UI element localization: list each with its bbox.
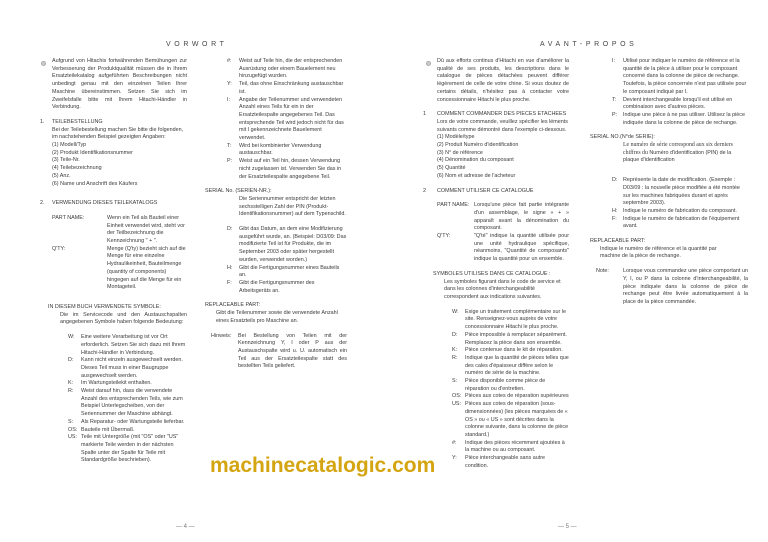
list-item: (3) Teile-Nr.	[52, 157, 80, 164]
symbol-hash	[227, 58, 347, 81]
symbol-label: I:	[612, 58, 615, 64]
symbol-text: Weist darauf hin, dass die verwendete Anzahl des entsprechenden Teils, wie zum Beispiel Unterlegscheiben, von der Seriennummer der Maschine abhängt.	[81, 388, 183, 418]
symbols-title: IN DIESEM BUCH VERWENDETE SYMBOLE:	[48, 303, 161, 310]
definition-text: Wenn ein Teil als Bauteil einer Einheit verwendet wird, steht vor der Teilbezeichnung die Kennzeichnung " + ".	[107, 214, 185, 245]
serial-text	[590, 142, 733, 165]
symbol-label: P:	[227, 158, 233, 165]
symbol-label: US:	[68, 434, 77, 441]
serial-text: Die Seriennummer entspricht der letzten sechsstelligen Zahl der PIN (Produkt-Identifikationsnummer) auf dem Typenschild.	[239, 195, 346, 218]
symbol-text: Indique le numéro de fabrication du composant.	[623, 207, 737, 214]
section-number: 1	[423, 111, 426, 118]
symbol-label: OS:	[68, 426, 78, 433]
list-item: (2) Produit Numéro d'identification	[437, 142, 519, 149]
symbol-label: D:	[452, 331, 458, 338]
symbol-label: F:	[612, 215, 617, 222]
symbol-label: D:	[612, 177, 618, 184]
symbol-label: H:	[227, 264, 233, 271]
definition-part-name	[437, 202, 569, 233]
symbol-text: Eine weitere Verarbeitung ist vor Ort erforderlich. Setzen Sie sich dazu mit Ihrem Hitachi-Händler in Verbindung.	[81, 334, 186, 356]
symbol-w	[68, 334, 187, 357]
column-3	[423, 58, 569, 470]
symbol-text: Indique des pièces récemment ajoutées à la machine ou au composant.	[465, 439, 565, 454]
symbol-text: Teil, das ohne Einschränkung austauschbar ist.	[239, 81, 344, 95]
definition-label: PART NAME:	[52, 214, 85, 221]
symbol-p	[227, 158, 347, 181]
symbol-label: D:	[227, 226, 233, 233]
symbol-label: K:	[68, 380, 74, 387]
symbol-label: OS:	[452, 393, 462, 400]
symbol-text: Exige un traitement complémentaire sur le site. Renseignez-vous auprès de votre concessionnaire Hitachi le plus proche.	[465, 308, 566, 331]
definition-text: "Q'té" indique la quantité utilisée pour une unité hydraulique spécifique, néanmoins, "Quantité de composants" indique la quantité pour un ensemble.	[474, 233, 569, 263]
symbols-text: Les symboles figurant dans le code de service et dans les colonnes d'interchangeabilité correspondent aux indications suivantes.	[444, 278, 561, 300]
symbol-text: Kann nicht einzeln ausgewechselt werden. Dieses Teil muss in einer Baugruppe ausgewechselt werden.	[81, 357, 183, 379]
serial-title: SERIAL NO.(N°de SERIE):	[590, 134, 655, 141]
symbol-text: Pièce disponible comme pièce de réparation ou d'entretien.	[465, 378, 546, 392]
list-item: (6) Nom et adresse de l'acheteur	[437, 172, 516, 179]
symbols-block	[423, 271, 569, 471]
serial-definitions	[590, 177, 748, 231]
symbol-text: Utilisé pour indiquer le numéro de référence et la quantité de la pièce à utiliser pour le composant concerné dans la colonne de pièce de rechange. Toutefois, la pièce concernée n'est pas utilisée pour le composant indiqué par I.	[623, 58, 747, 95]
page-number: — 5 —	[558, 524, 577, 530]
section-text: Lors de votre commande, veuillez spécifier les léments suivants comme démontré dans l'exemple ci-dessous.	[437, 118, 568, 133]
symbol-us	[68, 434, 187, 465]
column-1	[40, 58, 187, 465]
serial-d	[227, 226, 347, 265]
symbol-label: US:	[452, 401, 461, 408]
symbol-label: #:	[452, 439, 457, 446]
column-4	[590, 58, 748, 307]
symbol-label: #:	[227, 58, 232, 64]
serial-f	[227, 280, 347, 295]
symbol-label: K:	[452, 347, 458, 354]
symbol-text: Gibt die Fertigungsnummer eines Bauteils an.	[239, 264, 340, 279]
section-number: 2.	[40, 200, 45, 207]
symbol-text: Angabe der Teilenummer und verwendeten Anzahl eines Teils für ein in der Ersatzteilespalte angegebenes Teil. Das entsprechende Teil wird jedoch nicht für das mit I gekennzeichnete Bauelement verwendet.	[239, 96, 344, 142]
symbol-label: S:	[68, 418, 74, 425]
symbol-text: Indique que la quantité de pièces telles que des cales d'épaisseur diffère selon le numéro de série de la machine.	[465, 354, 569, 377]
intro-paragraph: Dû aux efforts continus d'Hitachi en vue d'améliorer la qualité de ses produits, les descriptions dans le catalogue de pièces détachées peuvent différer légèrement de celle de votre chine. Si vous doutez de certains détails, n'hésitez pas à contacter votre concessionnaire Hitachi le plus proche.	[437, 58, 569, 103]
symbol-text: Indique une pièce à ne pas utiliser. Utilisez la pièce indiquée dans la colonne de pièce de rechange.	[623, 111, 745, 126]
symbol-label: W:	[452, 308, 459, 315]
serial-h	[227, 265, 347, 280]
list-item: (3) N° de référence	[437, 149, 483, 156]
symbols-definitions	[433, 309, 569, 471]
section-text: Bei der Teilebestellung machen Sie bitte die folgenden, im nachstehenden Beispiel gezeigten Angaben:	[52, 126, 184, 141]
list-item: (4) Teilebezeichnung	[52, 165, 102, 172]
section-title: COMMENT COMMANDER DES PIECES ETACHEES	[437, 111, 567, 118]
replaceable-block	[590, 238, 748, 261]
column-2	[205, 58, 347, 371]
symbol-label: F:	[227, 279, 232, 286]
section-usage	[423, 188, 569, 264]
symbol-text: Wird bei kombinierter Verwendung austauschbar.	[239, 142, 322, 157]
definition-label: Q'TY:	[52, 245, 66, 252]
replaceable-block	[205, 302, 347, 325]
symbol-label: T:	[227, 142, 232, 149]
info-bullet-icon	[426, 61, 431, 66]
symbol-label: I:	[227, 96, 230, 103]
symbol-label: H:	[612, 207, 618, 214]
info-bullet-icon	[41, 61, 46, 66]
serial-block	[590, 134, 748, 165]
symbol-d	[68, 357, 187, 380]
symbol-text: Im Wartungsteilekit enthalten.	[81, 380, 152, 387]
symbol-r	[68, 388, 187, 419]
symbol-k	[68, 380, 187, 388]
replaceable-title: REPLACEABLE PART:	[205, 302, 261, 309]
symbols-block	[40, 304, 187, 465]
note-text: Bei Bestellung von Teilen mit der Kennzeichnung Y, I oder P aus der Austauschspalte wird u. U. automatisch ein Teil aus der Ersatzteilespalte statt des bestellten Teils geliefert.	[238, 332, 347, 370]
definition-label: Q'TY:	[437, 233, 451, 240]
symbol-label: P:	[612, 111, 618, 118]
symbol-label: Y:	[452, 455, 457, 462]
symbol-text: Weist auf Teile hin, die der entsprechenden Ausrüstung oder einem Bauelement neu hinzugefügt wurden.	[239, 58, 343, 80]
note-label: Hinweis:	[211, 332, 232, 339]
serial-definitions	[205, 226, 347, 295]
symbol-text: Gibt die Fertigungsnummer des Arbeitsgeräts an.	[239, 279, 315, 294]
intro-block	[423, 58, 569, 104]
symbol-text: Pièce contenue dans le kit de réparation.	[465, 347, 563, 354]
serial-title: SERIAL No. (SERIEN-NR.):	[205, 188, 272, 195]
symbol-label: R:	[68, 388, 74, 395]
symbol-label: D:	[68, 357, 74, 364]
symbol-text: Devient interchangeable lorsqu'il est utilisé en combinaison avec d'autres pièces.	[623, 96, 733, 111]
symbol-i	[227, 97, 347, 143]
symbol-label: T:	[612, 96, 617, 103]
symbol-label: S:	[452, 378, 458, 385]
list-item: (5) Anz.	[52, 172, 71, 179]
intro-paragraph: Aufgrund von Hitachis fortwährenden Bemühungen zur Verbesserung der Produktqualität müssen die in Ihrem Ersatzteilekatalog aufgeführten Beschreibungen nicht unbedingt genau mit den einzelnen Teilen Ihrer Maschine übereinstimmen. Setzen Sie sich im Zweifelsfalle bitte mit Ihrem Hitachi-Händler in Verbindung.	[52, 58, 187, 111]
symbol-s	[68, 419, 187, 427]
intro-block	[40, 58, 187, 112]
note-block	[211, 333, 347, 372]
section-ordering	[423, 111, 569, 180]
list-item: (2) Produkt Identifikationsnummer	[52, 149, 133, 156]
symbol-text: Représente la date de modification. (Exemple : D03/09 : la nouvelle pièce modifiée a été montée sur les machines fabriquées durant et après septembre 2003).	[623, 177, 740, 207]
symbols-definitions	[48, 334, 187, 465]
symbol-text: Pièce interchangeable sans autre condition.	[465, 455, 546, 469]
section-title: VERWENDUNG DIESES TEILEKATALOGS	[52, 200, 158, 207]
symbol-text: Pièces aux cotes de réparation (sous-dimensionnées) (les pièces marquées de « OS » ou « US » sont décrites dans la colonne suivante, dans la colonne de pièce standard.)	[465, 401, 569, 438]
interchange-definitions	[590, 58, 748, 127]
list-item: (6) Name und Anschrift des Käufers	[52, 180, 138, 187]
interchange-definitions	[205, 58, 347, 181]
symbol-text: Indique le numéro de fabrication de l'équipement avant.	[623, 215, 740, 230]
replaceable-text: Indique le numéro de référence et la quantité par machine de la pièce de rechange.	[600, 245, 717, 260]
section-number: 2	[423, 187, 426, 194]
note-text: Lorsque vous commandez une pièce comportant un Y, I, ou P dans la colonne d'interchangeabilité, la pièce indiquée dans la colonne de pièce de rechange peut être livrée automatiquement à la place de la pièce commandée.	[623, 268, 748, 305]
page-header-avant-propos: AVANT-PROPOS	[540, 41, 638, 48]
serial-block	[205, 188, 347, 219]
list-item: (4) Dénomination du composant	[437, 157, 514, 164]
symbol-y	[227, 81, 347, 96]
definition-part-name	[52, 215, 187, 246]
symbol-text: Teile mit Untergröße (mit "OS" oder "US" markierte Teile werden in der nächsten Spalte unter der Spalte für Teile mit Standardgröße beschrieben).	[81, 434, 179, 464]
page-header-vorwort: VORWORT	[166, 41, 228, 48]
symbol-text: Bauteile mit Übermaß.	[81, 426, 135, 433]
symbol-label: R:	[452, 354, 458, 361]
page-number: — 4 —	[176, 524, 195, 530]
list-item: (1) Modell/Typ	[52, 142, 87, 149]
note-block	[596, 268, 748, 307]
definition-text: Menge (Q'ty) bezieht sich auf die Menge für eine einzelne Hydraulikeinheit, Bauteilmenge (quantity of components) hingegen auf die Menge für ein Montageteil.	[107, 245, 186, 291]
note-label: Note:	[596, 268, 609, 275]
symbol-text: Pièces aux cotes de réparation supérieures	[465, 393, 569, 400]
replaceable-title: REPLACEABLE PART:	[590, 238, 646, 245]
symbol-os	[68, 427, 187, 435]
symbol-text: Gibt das Datum, an dem eine Modifizierung ausgeführt wurde, an. (Beispiel: D03/09: Das modifizierte Teil ist für Produkte, die im September 2003 oder später hergestellt wurden, verwendet worden.)	[239, 226, 347, 263]
section-number: 1.	[40, 118, 45, 125]
definition-label: PART NAME:	[437, 202, 470, 209]
section-title: TEILEBESTELLUNG	[52, 118, 103, 125]
definition-text: Lorsqu'une pièce fait partie intégrante d'un assemblage, le signe « + » apparaît avant la dénomination du composant.	[474, 202, 569, 232]
symbol-text: Weist auf ein Teil hin, dessen Verwendung nicht zugelassen ist. Verwenden Sie das in der Ersatzteilespalte angegebene Teil.	[239, 158, 342, 180]
section-usage	[40, 200, 187, 292]
serial-text-sans: Numéro d'identification (PIN) de la plaque d'identification	[623, 149, 732, 164]
list-item: (1) Modèle/type	[437, 134, 475, 141]
section-ordering	[40, 119, 187, 188]
definition-qty	[437, 233, 569, 264]
symbol-t	[227, 143, 347, 158]
symbol-text: Pièce impossible à remplacer séparément. Remplacez la pièce dans son ensemble.	[465, 331, 567, 346]
list-item: (5) Quantité	[437, 165, 466, 172]
serial-text-serif: Le numéro de série correspond aux six derniers chiffres du	[623, 142, 733, 156]
symbol-text: Als Reparatur- oder Wartungsteile lieferbar.	[81, 418, 185, 425]
symbol-label: Y:	[227, 81, 232, 88]
watermark: machinecatalogic.com	[210, 454, 436, 477]
symbol-label: W:	[68, 334, 75, 341]
section-title: COMMENT UTILISER CE CATALOGUE	[437, 187, 534, 194]
replaceable-text: Gibt die Teilenummer sowie die verwendete Anzahl eines Ersatzteils pro Maschine an.	[216, 310, 338, 324]
definition-qty	[52, 246, 187, 292]
symbols-title: SYMBOLES UTILISES DANS CE CATALOGUE :	[433, 270, 551, 277]
symbols-text: Die im Servicecode und den Austauschspalten angegebenen Symbole haben folgende Bedeutung:	[60, 311, 187, 326]
